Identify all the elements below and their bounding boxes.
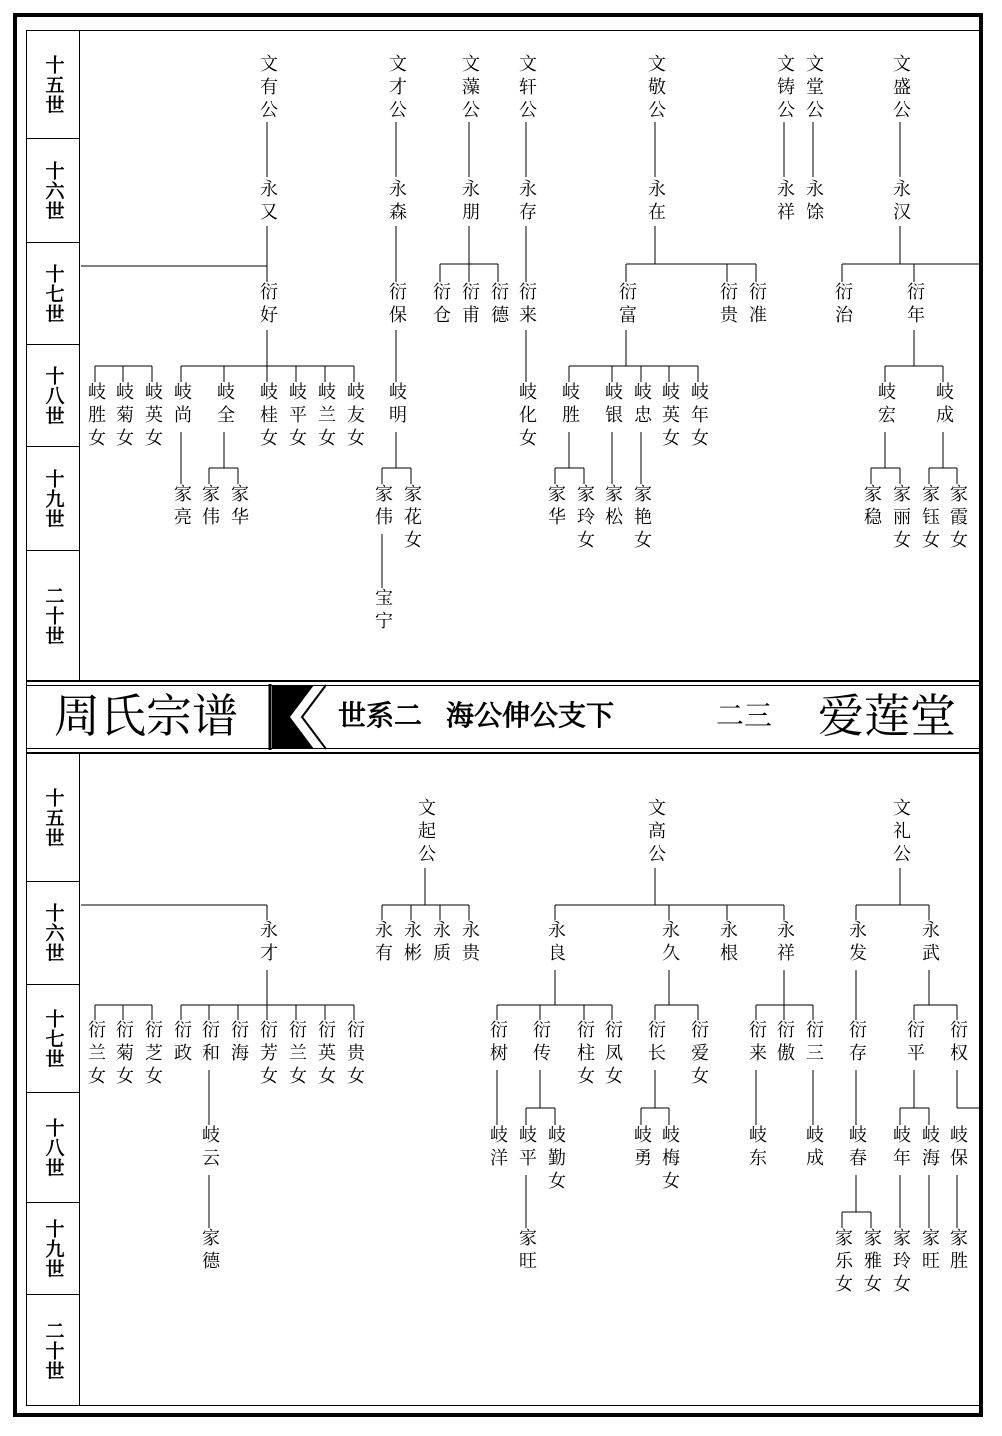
person-name: 衍权 xyxy=(947,1020,968,1066)
person-name: 岐英女 xyxy=(659,382,680,451)
person-name: 岐英女 xyxy=(142,382,163,451)
ancestor-name: 文盛公 xyxy=(890,54,911,123)
gen-label: 十六世 xyxy=(42,160,65,221)
gen-label: 十七世 xyxy=(42,263,65,324)
person-name: 岐平 xyxy=(516,1125,537,1171)
person-name: 永汉 xyxy=(890,179,911,225)
person-name: 家胜 xyxy=(947,1228,968,1274)
person-name: 衍来 xyxy=(746,1020,767,1066)
person-name: 永彬 xyxy=(401,920,422,966)
person-name: 岐东 xyxy=(746,1125,767,1171)
person-name: 衍富 xyxy=(616,282,637,328)
person-name: 衍来 xyxy=(516,282,537,328)
genealogy-title: 周氏宗谱 xyxy=(54,689,238,743)
person-name: 岐年 xyxy=(890,1125,911,1171)
ancestor-name: 文起公 xyxy=(415,798,436,867)
person-name: 永质 xyxy=(430,920,451,966)
person-name: 岐忠 xyxy=(631,382,652,428)
person-name: 岐胜 xyxy=(559,382,580,428)
person-name: 衍三 xyxy=(803,1020,824,1066)
person-name: 衍传 xyxy=(530,1020,551,1066)
ancestor-name: 文铸公 xyxy=(774,54,795,123)
hall-name: 爱莲堂 xyxy=(818,689,956,743)
person-name: 岐洋 xyxy=(487,1125,508,1171)
person-name: 家艳女 xyxy=(631,484,652,553)
person-name: 家旺 xyxy=(516,1228,537,1274)
person-name: 衍爱女 xyxy=(688,1020,709,1089)
person-name: 衍树 xyxy=(487,1020,508,1066)
person-name: 家雅女 xyxy=(861,1228,882,1297)
gen-label: 十八世 xyxy=(42,365,65,426)
gen-label: 十九世 xyxy=(42,468,65,529)
person-name: 岐尚 xyxy=(171,382,192,428)
ancestor-name: 文有公 xyxy=(257,54,278,123)
person-name: 家亮 xyxy=(171,484,192,530)
person-name: 衍年 xyxy=(904,282,925,328)
person-name: 家德 xyxy=(199,1228,220,1274)
person-name: 衍长 xyxy=(645,1020,666,1066)
ancestor-name: 文轩公 xyxy=(516,54,537,123)
ancestor-name: 文才公 xyxy=(386,54,407,123)
person-name: 衍凤女 xyxy=(602,1020,623,1089)
section-label: 世系二 xyxy=(338,699,423,732)
person-name: 家伟 xyxy=(199,484,220,530)
person-name: 岐菊女 xyxy=(113,382,134,451)
person-name: 宝宁 xyxy=(372,588,393,634)
ancestor-name: 文藻公 xyxy=(459,54,480,123)
person-name: 岐勤女 xyxy=(545,1125,566,1194)
person-name: 岐春 xyxy=(846,1125,867,1171)
page-number: 二三 xyxy=(716,699,773,732)
person-name: 岐银 xyxy=(602,382,623,428)
person-name: 家稳 xyxy=(861,484,882,530)
person-name: 永良 xyxy=(545,920,566,966)
person-name: 衍芝女 xyxy=(142,1020,163,1089)
person-name: 永根 xyxy=(717,920,738,966)
person-name: 衍平 xyxy=(904,1020,925,1066)
person-name: 家松 xyxy=(602,484,623,530)
person-name: 岐兰女 xyxy=(315,382,336,451)
person-name: 家丽女 xyxy=(890,484,911,553)
person-name: 永在 xyxy=(645,179,666,225)
person-name: 永武 xyxy=(919,920,940,966)
person-name: 岐胜女 xyxy=(85,382,106,451)
person-name: 衍兰女 xyxy=(286,1020,307,1089)
person-name: 岐年女 xyxy=(688,382,709,451)
person-name: 岐梅女 xyxy=(659,1125,680,1194)
person-name: 岐宏 xyxy=(875,382,896,428)
gen-label: 十五世 xyxy=(42,54,65,115)
person-name: 衍存 xyxy=(846,1020,867,1066)
person-name: 永又 xyxy=(257,179,278,225)
gen-label: 十七世 xyxy=(42,1008,65,1069)
person-name: 岐友女 xyxy=(344,382,365,451)
person-name: 衍柱女 xyxy=(574,1020,595,1089)
person-name: 永森 xyxy=(386,179,407,225)
person-name: 家旺 xyxy=(919,1228,940,1274)
person-name: 家华 xyxy=(545,484,566,530)
person-name: 岐化女 xyxy=(516,382,537,451)
gen-label: 十八世 xyxy=(42,1117,65,1178)
person-name: 永馀 xyxy=(803,179,824,225)
person-name: 岐海 xyxy=(919,1125,940,1171)
person-name: 衍贵女 xyxy=(344,1020,365,1089)
person-name: 衍保 xyxy=(386,282,407,328)
person-name: 永祥 xyxy=(774,179,795,225)
gen-label: 十九世 xyxy=(42,1218,65,1279)
person-name: 家伟 xyxy=(372,484,393,530)
ancestor-name: 文堂公 xyxy=(803,54,824,123)
person-name: 衍德 xyxy=(488,282,509,328)
gen-label: 二十世 xyxy=(42,1320,65,1381)
person-name: 衍英女 xyxy=(315,1020,336,1089)
person-name: 永有 xyxy=(372,920,393,966)
person-name: 永存 xyxy=(516,179,537,225)
person-name: 衍芳女 xyxy=(257,1020,278,1089)
person-name: 岐明 xyxy=(386,382,407,428)
branch-label: 海公伸公支下 xyxy=(446,699,615,732)
person-name: 家华 xyxy=(228,484,249,530)
person-name: 家玲女 xyxy=(890,1228,911,1297)
person-name: 永发 xyxy=(846,920,867,966)
ancestor-name: 文礼公 xyxy=(890,798,911,867)
person-name: 衍甫 xyxy=(459,282,480,328)
person-name: 家霞女 xyxy=(947,484,968,553)
gen-label: 十六世 xyxy=(42,903,65,963)
person-name: 岐勇 xyxy=(631,1125,652,1171)
person-name: 衍兰女 xyxy=(85,1020,106,1089)
person-name: 岐成 xyxy=(933,382,954,428)
person-name: 岐成 xyxy=(803,1125,824,1171)
person-name: 衍政 xyxy=(171,1020,192,1066)
person-name: 永久 xyxy=(659,920,680,966)
person-name: 岐全 xyxy=(214,382,235,428)
person-name: 衍仓 xyxy=(430,282,451,328)
gen-label: 十五世 xyxy=(42,787,65,848)
person-name: 衍和 xyxy=(199,1020,220,1066)
person-name: 衍准 xyxy=(746,282,767,328)
person-name: 家钰女 xyxy=(919,484,940,553)
person-name: 衍菊女 xyxy=(113,1020,134,1089)
person-name: 永朋 xyxy=(459,179,480,225)
person-name: 岐平女 xyxy=(286,382,307,451)
person-name: 永祥 xyxy=(774,920,795,966)
person-name: 家乐女 xyxy=(832,1228,853,1297)
person-name: 家花女 xyxy=(401,484,422,553)
person-name: 岐云 xyxy=(199,1125,220,1171)
person-name: 衍好 xyxy=(257,282,278,328)
gen-label: 二十世 xyxy=(42,585,65,646)
person-name: 永才 xyxy=(257,920,278,966)
person-name: 岐保 xyxy=(947,1125,968,1171)
person-name: 衍贵 xyxy=(717,282,738,328)
person-name: 衍治 xyxy=(832,282,853,328)
person-name: 岐桂女 xyxy=(257,382,278,451)
ancestor-name: 文高公 xyxy=(645,798,666,867)
ancestor-name: 文敬公 xyxy=(645,54,666,123)
person-name: 永贵 xyxy=(459,920,480,966)
person-name: 衍海 xyxy=(228,1020,249,1066)
person-name: 家玲女 xyxy=(574,484,595,553)
person-name: 衍傲 xyxy=(774,1020,795,1066)
